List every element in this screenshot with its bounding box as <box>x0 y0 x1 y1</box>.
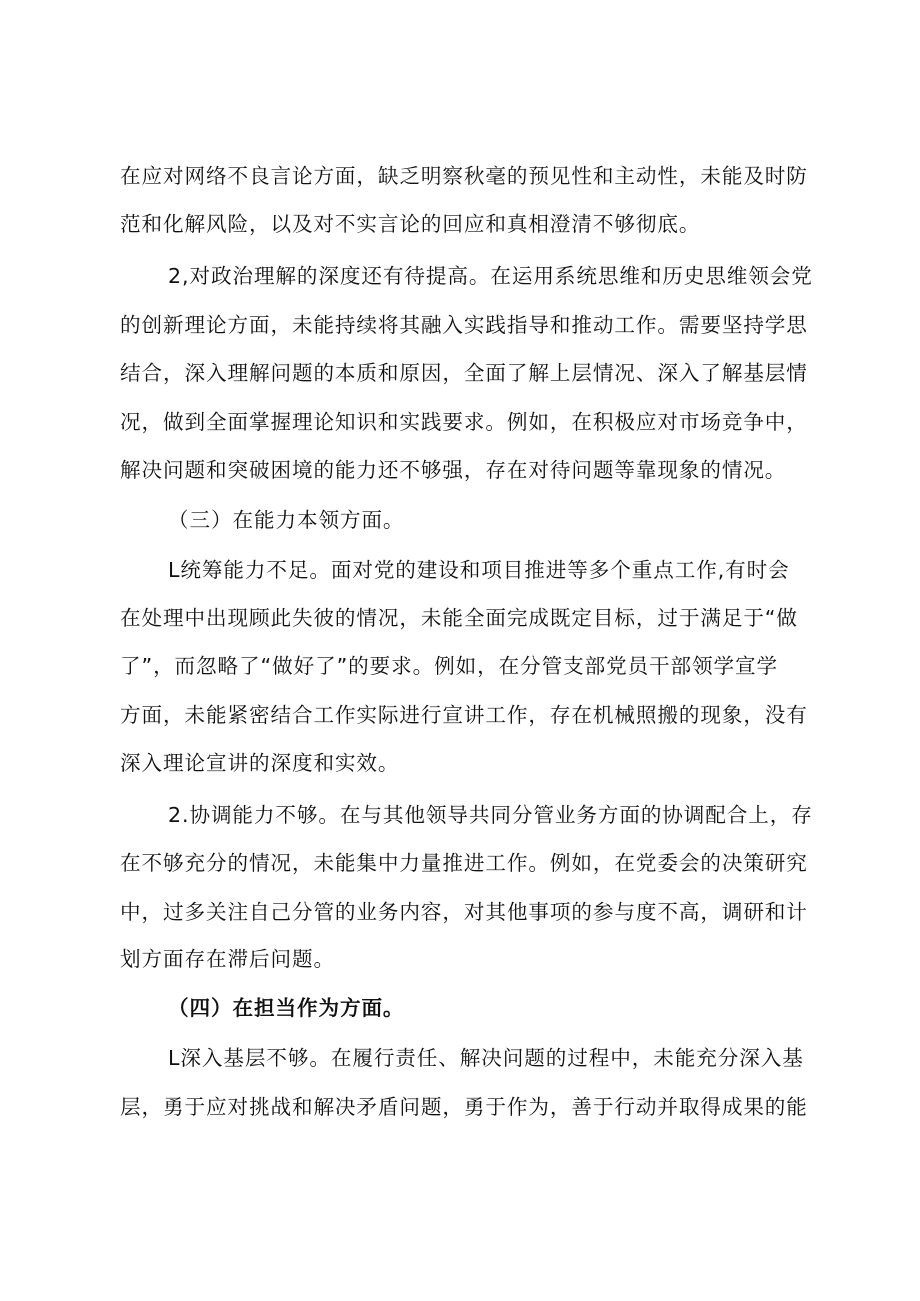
text-line: 范和化解风险，以及对不实言论的回应和真相澄清不够彻底。 <box>120 212 701 236</box>
text-line: 中，过多关注自己分管的业务内容，对其他事项的参与度不高，调研和计 <box>120 900 808 924</box>
text-line: 在处理中出现顾此失彼的情况，未能全面完成既定目标，过于满足于“做 <box>120 606 798 630</box>
text-line: 了”，而忽略了“做好了”的要求。例如，在分管支部党员干部领学宣学 <box>120 654 779 678</box>
section-heading: （四）在担当作为方面。 <box>168 996 405 1020</box>
section-heading: （三）在能力本领方面。 <box>168 508 405 532</box>
text-line: 况，做到全面掌握理论知识和实践要求。例如，在积极应对市场竞争中， <box>120 410 808 434</box>
text-line: 的创新理论方面，未能持续将其融入实践指导和推动工作。需要坚持学思 <box>120 313 808 337</box>
text-line: 划方面存在滞后问题。 <box>120 947 335 971</box>
text-line: 层，勇于应对挑战和解决矛盾问题，勇于作为，善于行动并取得成果的能 <box>120 1095 808 1119</box>
text-line: 方面，未能紧密结合工作实际进行宣讲工作，存在机械照搬的现象，没有 <box>120 703 808 727</box>
text-line: 在不够充分的情况，未能集中力量推进工作。例如，在党委会的决策研究 <box>120 851 808 875</box>
text-line: 深入理论宣讲的深度和实效。 <box>120 751 400 775</box>
paragraph-start-line: L统筹能力不足。面对党的建设和项目推进等多个重点工作,有时会 <box>168 558 790 582</box>
paragraph-start-line: L深入基层不够。在履行责任、解决问题的过程中，未能充分深入基 <box>168 1046 804 1070</box>
text-line: 结合，深入理解问题的本质和原因，全面了解上层情况、深入了解基层情 <box>120 361 808 385</box>
paragraph-start-line: 2.协调能力不够。在与其他领导共同分管业务方面的协调配合上，存 <box>168 803 813 827</box>
text-line: 解决问题和突破困境的能力还不够强，存在对待问题等靠现象的情况。 <box>120 458 787 482</box>
text-line: 在应对网络不良言论方面，缺乏明察秋毫的预见性和主动性，未能及时防 <box>120 164 808 188</box>
paragraph-start-line: 2,对政治理解的深度还有待提高。在运用系统思维和历史思维领会党 <box>168 264 813 288</box>
